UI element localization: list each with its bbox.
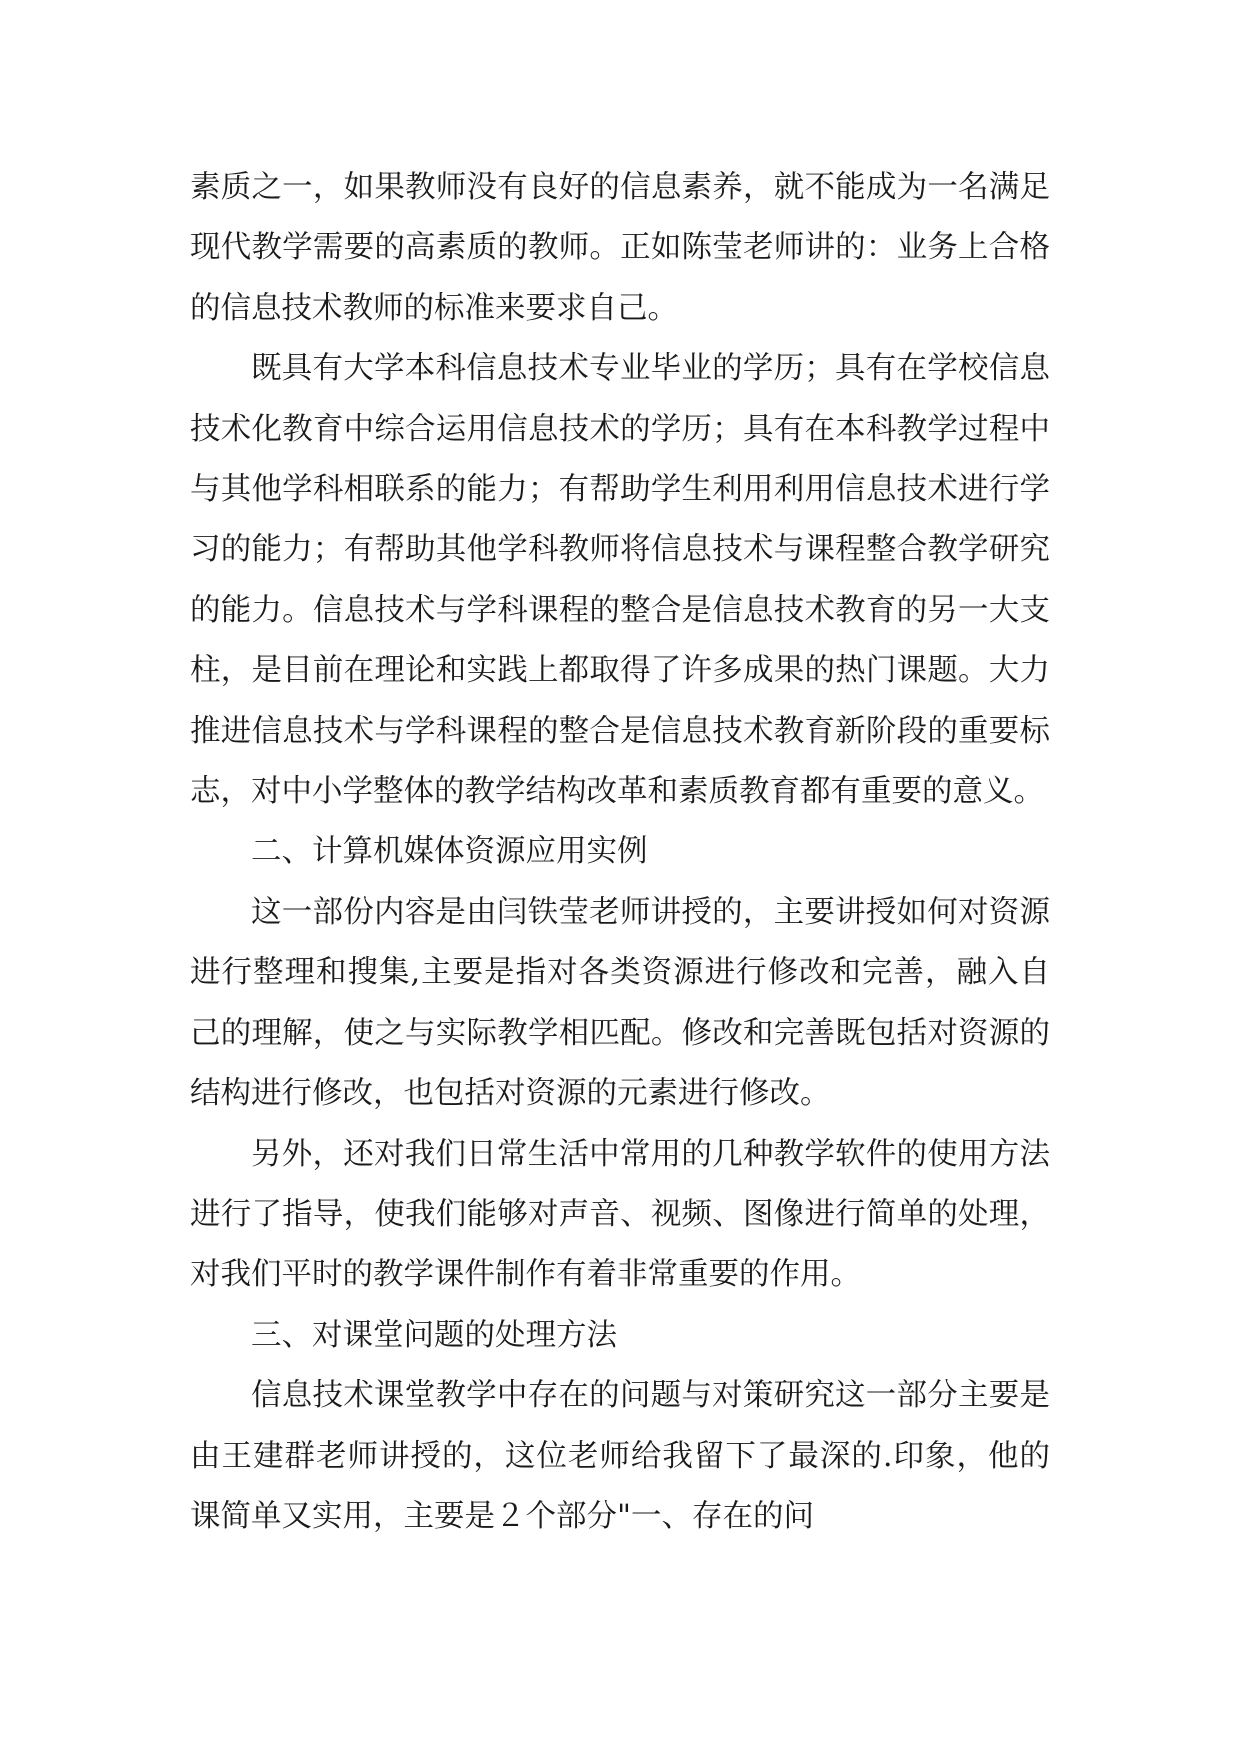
section-heading-3: 三、对课堂问题的处理方法	[251, 1317, 617, 1353]
paragraph-classroom-problems: 信息技术课堂教学中存在的问题与对策研究这一部分主要是由王建群老师讲授的，这位老师给我留下了最深的.印象，他的课简单又实用，主要是２个部分"一、存在的问	[190, 1378, 1050, 1534]
section-heading-2: 二、计算机媒体资源应用实例	[251, 834, 648, 870]
paragraph-resources: 这一部份内容是由闫铁莹老师讲授的，主要讲授如何对资源进行整理和搜集,主要是指对各类资源进行修改和完善，融入自己的理解，使之与实际教学相匹配。修改和完善既包括对资源的结构进行修改，也包括对资源的元素进行修改。	[190, 894, 1050, 1112]
body-text	[190, 158, 1050, 1547]
paragraph-software: 另外，还对我们日常生活中常用的几种教学软件的使用方法进行了指导，使我们能够对声音、视频、图像进行简单的处理，对我们平时的教学课件制作有着非常重要的作用。	[190, 1136, 1050, 1293]
paragraph-qualifications: 既具有大学本科信息技术专业毕业的学历；具有在学校信息技术化教育中综合运用信息技术的学历；具有在本科教学过程中与其他学科相联系的能力；有帮助学生利用利用信息技术进行学习的能力；有帮助其他学科教师将信息技术与课程整合教学研究的能力。信息技术与学科课程的整合是信息技术教育的另一大支柱，是目前在理论和实践上都取得了许多成果的热门课题。大力推进信息技术与学科课程的整合是信息技术教育新阶段的重要标志，对中小学整体的教学结构改革和素质教育都有重要的意义。	[190, 351, 1050, 810]
paragraph-continuation: 素质之一，如果教师没有良好的信息素养，就不能成为一名满足现代教学需要的高素质的教师。正如陈莹老师讲的：业务上合格的信息技术教师的标准来要求自己。	[190, 170, 1050, 326]
